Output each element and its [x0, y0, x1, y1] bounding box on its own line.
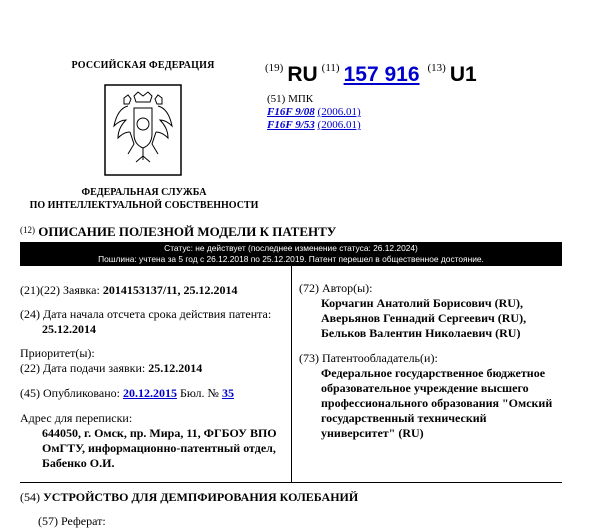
abstract-code: (57) — [38, 514, 58, 528]
status-line-1: Статус: не действует (последнее изменение статуса: 26.12.2024) — [164, 243, 418, 253]
agency-line-2: ПО ИНТЕЛЛЕКТУАЛЬНОЙ СОБСТВЕННОСТИ — [29, 200, 259, 211]
ipc-label: (51) МПК — [267, 93, 314, 105]
address-line: ОмГТУ, информационно-патентный отдел, — [42, 441, 276, 455]
term-label: (24) Дата начала отсчета срока действия патента: — [20, 307, 272, 321]
application-field — [20, 283, 238, 298]
section-divider — [20, 482, 562, 483]
country-code: RU — [287, 63, 318, 86]
ipc-entry — [267, 106, 361, 119]
ipc-code-link[interactable]: F16F 9/53 — [267, 119, 315, 131]
agency-line-1: ФЕДЕРАЛЬНАЯ СЛУЖБА — [81, 187, 207, 198]
author-name: Аверьянов Геннадий Сергеевич (RU), — [321, 311, 527, 325]
kind-code: U1 — [449, 63, 477, 86]
abstract-label: Реферат: — [61, 514, 106, 528]
author-name: Бельков Валентин Николаевич (RU) — [321, 326, 521, 340]
ipc-block — [267, 93, 361, 132]
coat-of-arms-icon — [104, 84, 182, 176]
filing-label: (22) Дата подачи заявки: — [20, 361, 146, 375]
address-line: 644050, г. Омск, пр. Мира, 11, ФГБОУ ВПО — [42, 426, 277, 440]
bulletin-number-link[interactable]: 35 — [221, 386, 234, 400]
filing-value: 25.12.2014 — [148, 361, 203, 375]
published-field — [20, 386, 234, 401]
publication-number-line — [265, 62, 477, 87]
application-value: 2014153137/11, 25.12.2014 — [102, 283, 238, 297]
invention-code: (54) — [20, 490, 40, 504]
ipc-entry — [267, 119, 361, 132]
ipc-date-link[interactable]: (2006.01) — [317, 106, 361, 118]
term-value: 25.12.2014 — [42, 322, 96, 336]
invention-title — [20, 490, 358, 505]
document-number-link[interactable]: 157 916 — [343, 63, 420, 86]
owner-field — [299, 351, 552, 441]
abstract-heading — [38, 514, 106, 529]
agency-name — [20, 186, 268, 212]
address-line: Бабенко О.И. — [42, 456, 115, 470]
owner-line: профессионального образования "Омский — [321, 396, 553, 410]
bulletin-label: Бюл. № — [179, 386, 219, 400]
address-label: Адрес для переписки: — [20, 411, 133, 425]
title-text: ОПИСАНИЕ ПОЛЕЗНОЙ МОДЕЛИ К ПАТЕНТУ — [38, 224, 337, 239]
code-13: (13) — [427, 62, 446, 74]
authors-label: (72) Автор(ы): — [299, 281, 373, 295]
priority-field — [20, 346, 202, 376]
code-19: (19) — [265, 62, 284, 74]
code-11: (11) — [321, 62, 340, 74]
published-label: (45) Опубликовано: — [20, 386, 120, 400]
column-divider — [291, 266, 292, 482]
authors-field — [299, 281, 526, 341]
document-title — [20, 224, 336, 240]
author-name: Корчагин Анатолий Борисович (RU), — [321, 296, 523, 310]
owner-label: (73) Патентообладатель(и): — [299, 351, 438, 365]
owner-line: Федеральное государственное бюджетное — [321, 366, 546, 380]
ipc-date-link[interactable]: (2006.01) — [317, 119, 361, 131]
priority-label: Приоритет(ы): — [20, 346, 95, 360]
country-name: РОССИЙСКАЯ ФЕДЕРАЦИЯ — [71, 60, 215, 71]
invention-title-text: УСТРОЙСТВО ДЛЯ ДЕМПФИРОВАНИЯ КОЛЕБАНИЙ — [43, 490, 359, 504]
owner-line: государственный технический — [321, 411, 487, 425]
term-field — [20, 307, 271, 337]
status-line-2: Пошлина: учтена за 5 год с 26.12.2018 по 25.12.2019. Патент перешел в общественное достояние. — [98, 254, 484, 264]
ipc-code-link[interactable]: F16F 9/08 — [267, 106, 315, 118]
owner-line: образовательное учреждение высшего — [321, 381, 529, 395]
status-bar — [20, 242, 562, 266]
address-field — [20, 411, 277, 471]
owner-line: университет" (RU) — [321, 426, 424, 440]
application-label: (21)(22) Заявка: — [20, 283, 100, 297]
published-date-link[interactable]: 20.12.2015 — [122, 386, 177, 400]
title-code: (12) — [20, 225, 35, 235]
